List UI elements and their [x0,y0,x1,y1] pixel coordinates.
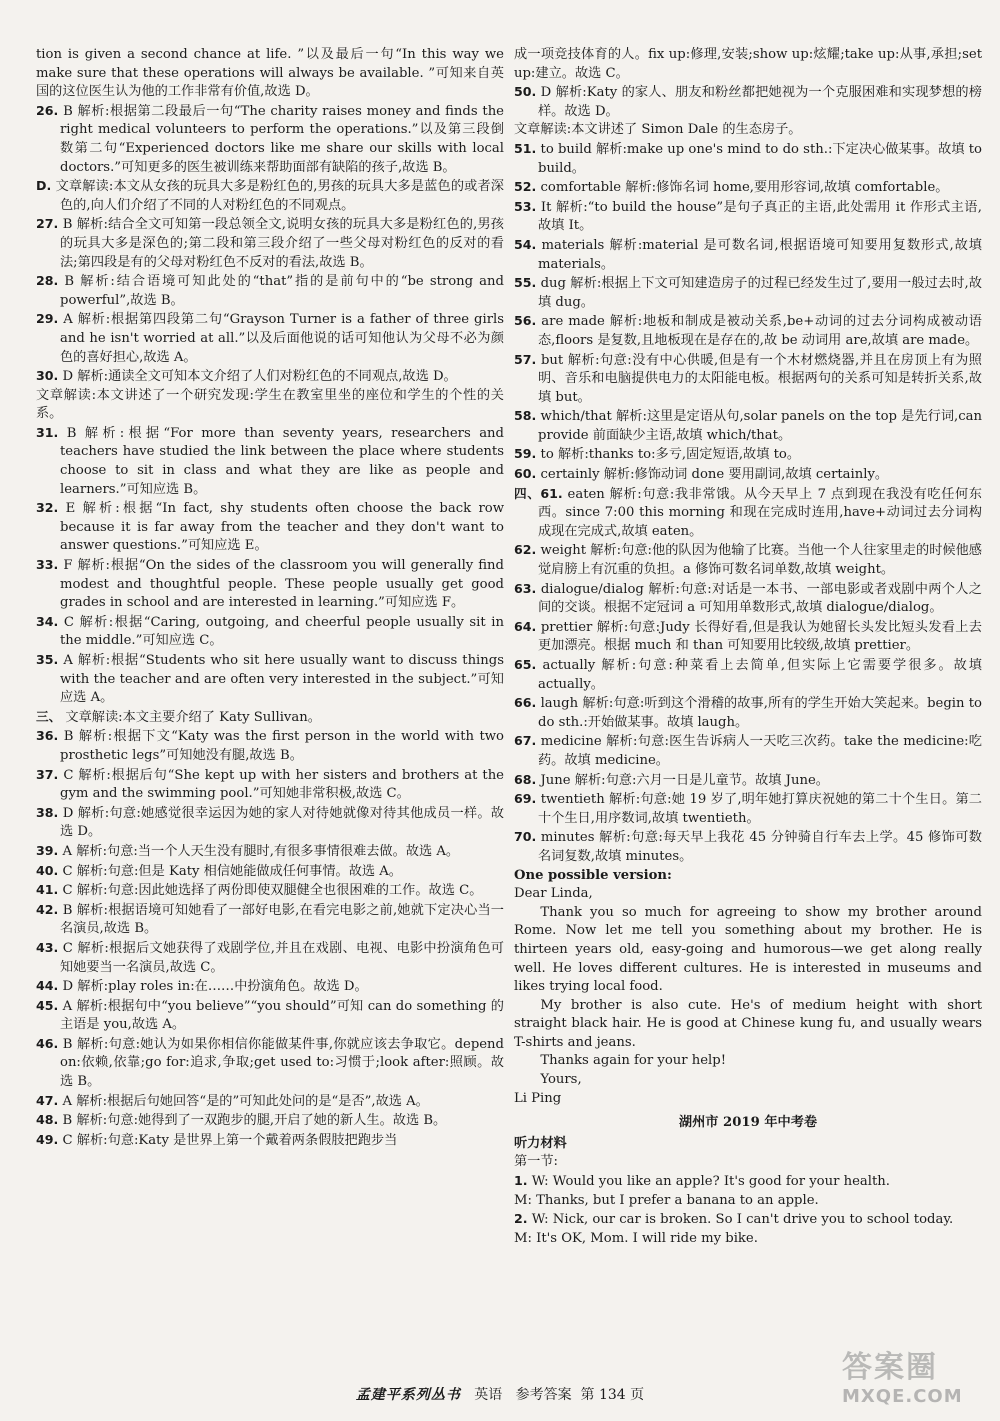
entry-number: 37. [36,766,59,782]
dialog-line [514,1230,982,1249]
entry-text: actually 解析:句意:种菜看上去简单,但实际上它需要学很多。故填 actually。 [538,658,982,692]
entry-text: 成一项竞技体育的人。fix up:修理,安装;show up:炫耀;take up:从事,承担;set up:建立。故选 C。 [514,47,982,81]
answer-entry [36,613,504,651]
answer-entry [36,708,504,728]
entry-text: 文章解读:本文讲述了一个研究发现:学生在教室里坐的座位和学生的个性的关系。 [36,387,504,422]
answer-entry [36,1111,504,1131]
answer-entry [36,556,504,613]
answer-entry [514,580,982,618]
answer-entry [514,465,982,485]
answer-entry [514,485,982,542]
entry-text: to 解析:thanks to:多亏,固定短语,故填 to。 [540,447,801,463]
answer-entry [514,198,982,236]
entry-text: C 解析:根据后句“She kept up with her sisters and brothers at the gym and the swimming pool.”可知她非常积极,故选 C。 [60,767,504,802]
answer-entry [514,407,982,445]
entry-text: dug 解析:根据上下文可知建造房子的过程已经发生过了,要用一般过去时,故填 dug。 [538,276,982,310]
entry-number: 46. [36,1035,59,1051]
entry-number: 49. [36,1131,59,1147]
watermark-url: MXQE.COM [842,1386,963,1407]
letter-paragraph-2: My brother is also cute. He's of medium height with short straight black hair. He is good at Chinese kung fu, and usually wears T-shirts and jeans. [514,997,982,1050]
answer-entry [36,862,504,882]
entry-text: but 解析:句意:没有中心供暖,但是有一个木材燃烧器,并且在房顶上有为照明、音乐和电脑提供电力的太阳能电板。根据两句的关系可知是转折关系,故填 but。 [538,352,982,405]
answer-entry [36,939,504,977]
entry-number: 29. [36,311,59,327]
entry-number: 57. [514,351,537,367]
answer-entry [514,656,982,694]
entry-number: 70. [514,829,537,845]
entry-number: 42. [36,901,59,917]
watermark-text: 答案圈 [842,1350,938,1385]
answer-entry [514,236,982,274]
entry-number: 64. [514,618,537,634]
entry-number: 30. [36,368,59,384]
entry-number: 63. [514,580,537,596]
answer-entry [36,367,504,387]
answer-entry [36,881,504,901]
right-column [514,46,982,1248]
entry-number: 58. [514,408,537,424]
entry-number: 43. [36,939,59,955]
entry-text: certainly 解析:修饰动词 done 要用副词,故填 certainly。 [540,467,889,483]
entry-text: C 解析:句意:因此她选择了两份即使双腿健全也很困难的工作。故选 C。 [62,883,483,899]
entry-text: B 解析:根据下文“Katy was the first person in the world with two prosthetic legs”可知她没有腿,故选 B。 [60,729,504,763]
answer-entry [514,312,982,350]
entry-number: 35. [36,652,59,667]
letter-signature: Li Ping [514,1090,562,1106]
entry-number: 四、61. [514,485,563,501]
entry-text: C 解析:句意:但是 Katy 相信她能做成任何事情。故选 A。 [62,863,402,879]
entry-number: 52. [514,179,537,195]
answer-entry [514,694,982,732]
entry-text: W: Nick, our car is broken. So I can't drive you to school today. [531,1212,954,1228]
entry-text: B 解析:根据“For more than seventy years, researchers and teachers have studied the link between the place where students choose to sit in class and what they are like as people and learners.”可知应选 B。 [60,425,504,497]
entry-number: 36. [36,728,59,744]
answer-entry [36,1035,504,1092]
answer-entry [36,1131,504,1151]
entry-text: M: It's OK, Mom. I will ride my bike. [514,1230,758,1246]
left-column [36,46,504,1150]
entry-text: B 解析:句意:她认为如果你相信你能做某件事,你就应该去争取它。depend on:依赖,依靠;go for:追求,争取;get used to:习惯于;look after:照顾。故选 B。 [60,1036,504,1090]
entry-number: 40. [36,862,59,878]
entry-text: D 解析:句意:她感觉很幸运因为她的家人对待她就像对待其他成员一样。故选 D。 [60,805,504,840]
entry-number: 38. [36,804,59,820]
entry-number: 三、 [36,708,62,724]
answer-entry [514,790,982,828]
exam-part: 第一节: [514,1154,559,1170]
letter-greeting: Dear Linda, [514,886,593,902]
entry-number: 51. [514,140,537,156]
entry-text: B 解析:根据语境可知她看了一部好电影,在看完电影之前,她就下定决心当一名演员,故选 B。 [60,902,504,937]
entry-text: to build 解析:make up one's mind to do sth.:下定决心做某事。故填 to build。 [538,141,982,176]
answer-entry [36,651,504,708]
entry-text: B 解析:句意:她得到了一双跑步的腿,开启了她的新人生。故选 B。 [62,1113,447,1129]
entry-text: C 解析:根据“Caring, outgoing, and cheerful people usually sit in the middle.”可知应选 C。 [60,614,504,649]
entry-text: W: Would you like an apple? It's good for your health. [531,1174,890,1190]
entry-number: 32. [36,500,59,516]
entry-text: D 解析:通读全文可知本文介绍了人们对粉红色的不同观点,故选 D。 [62,369,457,385]
entry-text: tion is given a second chance at life. ”以及最后一句“In this way we make sure that these operations will always be available. ”可知来自英国的这位医生认为他的工作非常有价值,故选 D。 [36,47,504,100]
subject: 英语 [474,1387,503,1403]
entry-number: 56. [514,313,537,329]
entry-number: 54. [514,236,537,252]
entry-text: laugh 解析:句意:听到这个滑稽的故事,所有的学生开始大笑起来。begin to do sth.:开始做某事。故填 laugh。 [538,696,982,730]
entry-text: dialogue/dialog 解析:句意:对话是一本书、一部电影或者戏剧中两个人之间的交谈。根据不定冠词 a 可知用单数形式,故填 dialogue/dialog。 [538,581,982,616]
entry-number: 34. [36,613,59,629]
letter-label: One possible version: [514,867,672,883]
answer-entry [514,46,982,83]
exam-title: 湖州市 2019 年中考卷 [678,1115,818,1131]
series-name: 孟建平系列丛书 [355,1387,461,1403]
entry-number: 62. [514,542,537,558]
exam-section: 听力材料 [514,1135,567,1151]
entry-text: F 解析:根据“On the sides of the classroom you will generally find modest and thoughtful people. These people usually get good grades in school and are interested in learning.”可知应选 F。 [60,558,504,611]
entry-number: 27. [36,216,59,232]
answer-entry [36,727,504,765]
entry-text: minutes 解析:句意:每天早上我花 45 分钟骑自行车去上学。45 修饰可数名词复数,故填 minutes。 [538,830,982,864]
answer-entry [514,771,982,791]
answer-label: 参考答案 [515,1387,572,1403]
dialog-line [514,1210,982,1230]
answer-entry [514,445,982,465]
entry-number: 41. [36,882,59,898]
answer-entry [514,83,982,121]
answer-entry [36,499,504,556]
dialog-line [514,1192,982,1211]
letter-paragraph-1: Thank you so much for agreeing to show my brother around Rome. Now let me tell you something about my brother. He is thirteen years old, easy-going and humorous—we get along really well. He loves different cultures. He is interested in museums and likes trying local food. [514,904,982,995]
answer-entry [36,424,504,499]
entry-text: D 解析:Katy 的家人、朋友和粉丝都把她视为一个克服困难和实现梦想的榜样。故选 D。 [538,85,982,119]
answer-entry [514,828,982,866]
entry-number: 60. [514,466,537,482]
entry-number: 53. [514,198,537,214]
entry-number: 44. [36,978,59,994]
entry-number: 45. [36,997,59,1013]
right-answers [514,46,982,867]
entry-text: A 解析:句意:当一个人天生没有腿时,有很多事情很难去做。故选 A。 [62,843,460,859]
entry-number: 26. [36,102,59,118]
entry-number: 59. [514,446,537,462]
entry-text: A 解析:根据后句她回答“是的”可知此处问的是“是否”,故选 A。 [62,1093,429,1109]
entry-text: weight 解析:句意:他的队因为他输了比赛。当他一个人往家里走的时候他感觉肩膀上有沉重的负担。a 修饰可数名词单数,故填 weight。 [538,543,982,578]
entry-number: 28. [36,273,59,289]
entry-number: D. [36,178,52,194]
answer-entry [36,177,504,215]
entry-text: A 解析:根据句中“you believe”“you should”可知 can do something 的主语是 you,故选 A。 [60,998,504,1033]
entry-text: are made 解析:地板和制成是被动关系,be+动词的过去分词构成被动语态,floors 是复数,且地板现在是存在的,故 be 动词用 are,故填 are made。 [538,314,982,348]
entry-text: D 解析:play roles in:在……中扮演角色。故选 D。 [62,979,368,995]
entry-text: June 解析:句意:六月一日是儿童节。故填 June。 [540,772,829,788]
entry-text: which/that 解析:这里是定语从句,solar panels on the top 是先行词,can provide 前面缺少主语,故填 which/that。 [538,409,982,443]
entry-text: E 解析:根据“In fact, shy students often choose the back row because it is far away from the teacher and they don't want to answer questions.”可知应选 E。 [60,501,504,554]
answer-entry [36,46,504,102]
entry-number: 50. [514,84,537,100]
entry-number: 65. [514,657,537,672]
entry-text: It 解析:“to build the house”是句子真正的主语,此处需用 it 作形式主语,故填 It。 [538,199,982,234]
entry-text: B 解析:结合全文可知第一段总领全文,说明女孩的玩具大多是粉红色的,男孩的玩具大多是深色的;第二段和第三段介绍了一些父母对粉红色的反对的看法;第四段是有的父母对粉红色不反对的看法,故选 B。 [60,217,504,270]
entry-number: 39. [36,842,59,858]
answer-entry [514,618,982,656]
answer-entry [514,541,982,579]
entry-text: eaten 解析:句意:我非常饿。从今天早上 7 点到现在我没有吃任何东西。since 7:00 this morning 和现在完成时连用,have+动词过去分词构成现在完成式,故填 eaten。 [538,486,982,539]
answer-entry [36,901,504,939]
entry-number: 1. [514,1173,528,1189]
entry-text: A 解析:根据“Students who sit here usually want to discuss things with the teacher and are often very interested in the subject.”可知应选 A。 [60,653,504,706]
answer-entry [36,997,504,1035]
entry-number: 55. [514,275,537,291]
entry-text: C 解析:句意:Katy 是世界上第一个戴着两条假肢把跑步当 [62,1132,398,1148]
answer-entry [36,272,504,310]
letter-paragraph-3: Thanks again for your help! [540,1053,727,1069]
answer-entry [514,178,982,198]
entry-text: twentieth 解析:句意:她 19 岁了,明年她打算庆祝她的第二十个生日。第二十个生日,用序数词,故填 twentieth。 [538,792,982,826]
entry-text: prettier 解析:句意:Judy 长得好看,但是我认为她留长头发比短头发看上去更加漂亮。根据 much 和 than 可知要用比较级,故填 prettier。 [538,619,982,654]
answer-entry [514,732,982,770]
entry-number: 33. [36,557,59,573]
entry-number: 67. [514,733,537,749]
answer-entry [36,804,504,842]
entry-text: C 解析:根据后文她获得了戏剧学位,并且在戏剧、电视、电影中扮演角色可知她要当一名演员,故选 C。 [60,940,504,975]
answer-entry [36,766,504,804]
entry-text: B 解析:结合语境可知此处的“that”指的是前句中的“be strong and powerful”,故选 B。 [60,274,504,308]
entry-number: 69. [514,791,537,807]
entry-text: 文章解读:本文讲述了 Simon Dale 的生态房子。 [514,122,802,138]
entry-number: 31. [36,424,59,440]
entry-text: B 解析:根据第二段最后一句“The charity raises money and finds the right medical volunteers to perform the operations.”以及第三段倒数第二句“Experienced doctors like me share our skills with local doctors.”可知更多的医生被训练来帮助面部有缺陷的孩子,故选 B。 [60,103,504,175]
entry-text: materials 解析:material 是可数名词,根据语境可知要用复数形式,故填 materials。 [538,237,982,272]
watermark-logo [842,1350,992,1414]
page-number: 第 134 页 [580,1387,645,1403]
entry-number: 48. [36,1112,59,1128]
answer-entry [36,215,504,272]
entry-number: 2. [514,1211,528,1227]
entry-text: A 解析:根据第四段第二句“Grayson Turner is a father of three girls and he isn't worried at all.”以及后面他说的话可知他认为父母不必为颜色的喜好担心,故选 A。 [60,312,504,365]
entry-number: 47. [36,1092,59,1108]
answer-entry [514,351,982,408]
entry-text: 文章解读:本文主要介绍了 Katy Sullivan。 [65,709,321,725]
answer-entry [514,121,982,140]
letter-closing: Yours, [540,1072,582,1088]
entry-text: M: Thanks, but I prefer a banana to an apple. [514,1192,819,1208]
entry-number: 66. [514,695,537,711]
answer-entry [36,977,504,997]
entry-text: 文章解读:本文从女孩的玩具大多是粉红色的,男孩的玩具大多是蓝色的或者深色的,向人们介绍了不同的人对粉红色的不同观点。 [55,179,504,213]
entry-number: 68. [514,771,537,787]
entry-text: comfortable 解析:修饰名词 home,要用形容词,故填 comfortable。 [540,180,949,196]
answer-entry [514,140,982,178]
answer-entry [36,102,504,177]
answer-entry [36,842,504,862]
entry-text: medicine 解析:句意:医生告诉病人一天吃三次药。take the medicine:吃药。故填 medicine。 [538,734,982,768]
listening-dialogs [514,1172,982,1248]
dialog-line [514,1172,982,1192]
answer-entry [36,1092,504,1112]
answer-entry [514,274,982,312]
answer-entry [36,310,504,367]
answer-entry [36,387,504,424]
